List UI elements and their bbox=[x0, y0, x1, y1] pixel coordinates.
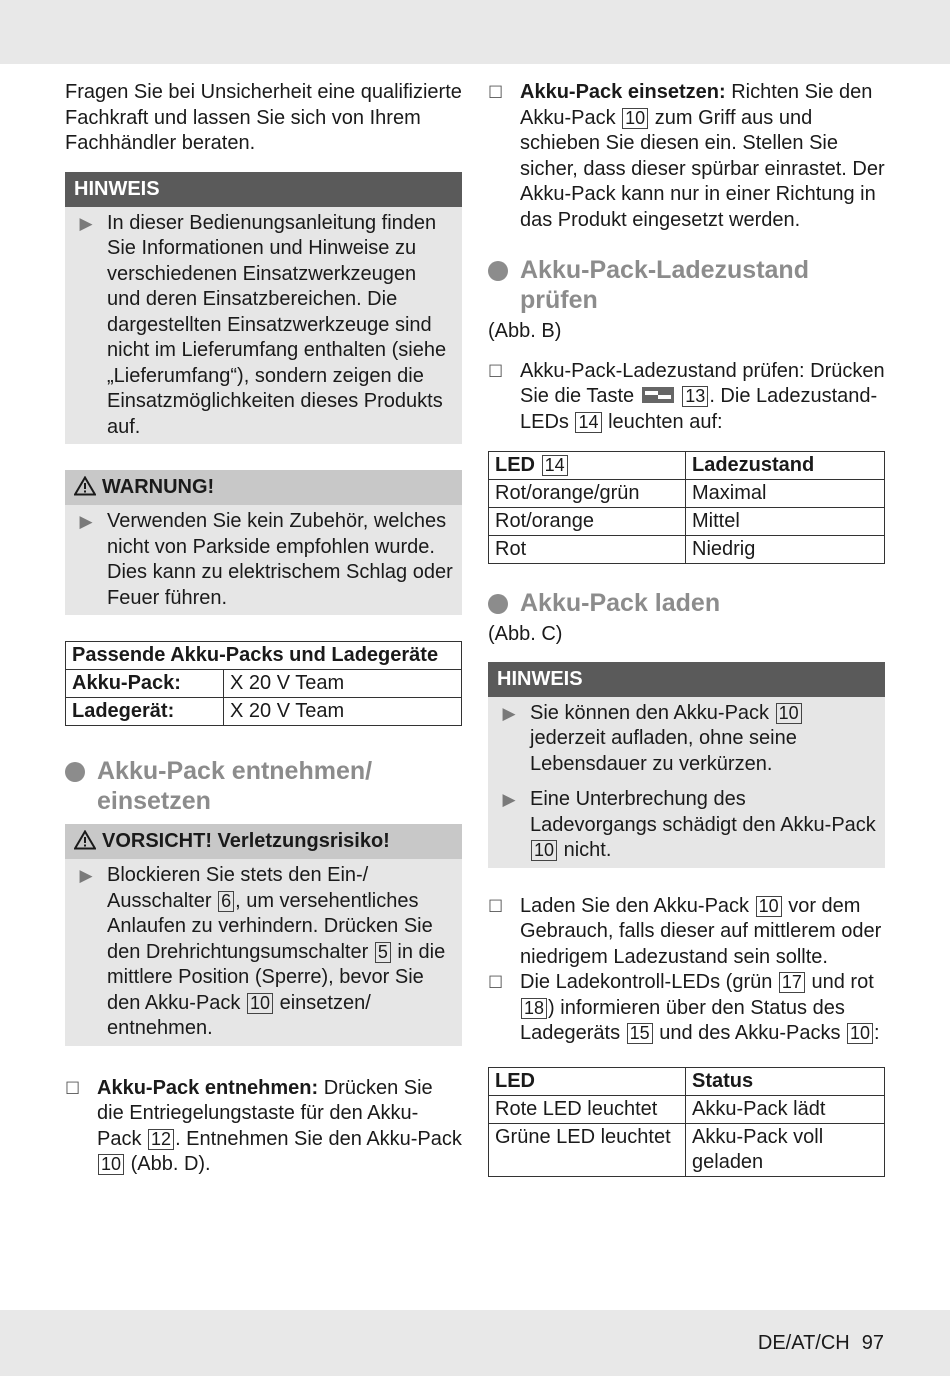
bullet-dot-icon bbox=[65, 762, 85, 782]
table-row bbox=[489, 1067, 885, 1095]
list-item bbox=[488, 359, 885, 436]
part-number: 10 bbox=[776, 703, 802, 724]
part-number: 14 bbox=[575, 412, 601, 433]
table-header-cell: LED bbox=[489, 1067, 686, 1095]
text-run: Blockieren Sie stets den Ein-/ Ausschalter bbox=[107, 864, 369, 912]
text-run: ) informieren über den Status des Ladegeräts bbox=[520, 996, 845, 1044]
part-number: 18 bbox=[521, 998, 547, 1019]
checkbox-bullet-icon: ☐ bbox=[488, 896, 504, 916]
part-number: 10 bbox=[847, 1023, 873, 1044]
part-number: 10 bbox=[531, 840, 557, 861]
triangle-bullet-icon: ▶ bbox=[79, 213, 93, 233]
text-run: Laden Sie den Akku-Pack bbox=[520, 894, 750, 917]
hinweis-text: In dieser Bedienungsanleitung finden Sie Informationen und Hinweise zu verschiedenen Einsatzwerkzeugen und deren Einsatzbereichen. Die dargestellten Einsatzwerkzeuge sind nicht im Lieferumfang enthalten (siehe „Lieferumfang“), sondern zeigen die Einsatzmöglichkeiten dieses Produkts auf. bbox=[107, 211, 447, 438]
checkbox-bullet-icon: ☐ bbox=[488, 973, 504, 992]
text-run: Richten Sie den Akku-Pack bbox=[520, 81, 873, 129]
table-header-cell bbox=[489, 452, 686, 480]
list-item bbox=[65, 211, 454, 441]
text-run: : bbox=[874, 1022, 880, 1044]
figure-reference: (Abb. C) bbox=[488, 623, 563, 645]
warnung-title: WARNUNG! bbox=[102, 476, 215, 498]
text-run: Akku-Pack-Ladezustand prüfen: Drücken Sie die Taste bbox=[520, 359, 885, 407]
akku-table bbox=[65, 641, 462, 726]
page-number: 97 bbox=[861, 1332, 884, 1354]
section-heading-laden bbox=[488, 588, 885, 618]
table-cell: Niedrig bbox=[686, 536, 885, 564]
table-cell: X 20 V Team bbox=[224, 698, 462, 726]
text-run: Die Ladekontroll-LEDs (grün bbox=[520, 971, 773, 993]
table-cell: Ladegerät: bbox=[66, 698, 224, 726]
triangle-bullet-icon: ▶ bbox=[502, 790, 516, 809]
status-table bbox=[488, 1067, 885, 1177]
part-number: 15 bbox=[627, 1023, 653, 1044]
left-column bbox=[65, 80, 462, 1178]
section-title: Akku-Pack-Ladezustand prüfen bbox=[520, 256, 809, 314]
text-run: Drücken Sie die Entriegelungstaste für den Akku-Pack bbox=[97, 1076, 433, 1150]
bullet-dot-icon bbox=[488, 594, 508, 614]
text-run: und des Akku-Packs bbox=[659, 1022, 841, 1044]
warning-triangle-icon bbox=[74, 476, 96, 496]
part-number: 10 bbox=[622, 108, 648, 129]
text-run: LED bbox=[495, 454, 535, 476]
checkbox-bullet-icon: ☐ bbox=[65, 1078, 81, 1098]
table-header-cell: Ladezustand bbox=[686, 452, 885, 480]
list-item bbox=[65, 509, 454, 611]
text-run: . Entnehmen Sie den Akku-Pack bbox=[175, 1127, 462, 1150]
text-run: , um versehentliches Anlaufen zu verhindern. Drücken Sie den Drehrichtungsumschalter bbox=[107, 889, 433, 963]
vorsicht-title: VORSICHT! Verletzungsrisiko! bbox=[102, 830, 390, 852]
section-title: Akku-Pack entnehmen/ einsetzen bbox=[97, 757, 373, 815]
ladezustand-text bbox=[520, 359, 885, 436]
table-cell: Mittel bbox=[686, 508, 885, 536]
section-heading-ladezustand bbox=[488, 255, 885, 315]
text-run: Akku-Pack entnehmen: bbox=[97, 1076, 319, 1099]
right-column bbox=[488, 80, 885, 1207]
table-row bbox=[489, 536, 885, 564]
region-label: DE/AT/CH bbox=[757, 1332, 850, 1354]
table-row bbox=[66, 642, 462, 670]
part-number: 13 bbox=[682, 386, 708, 407]
list-item bbox=[65, 1076, 462, 1178]
table-cell: Rote LED leuchtet bbox=[489, 1095, 686, 1123]
table-cell: Maximal bbox=[686, 480, 885, 508]
table-cell: Rot bbox=[489, 536, 686, 564]
top-band bbox=[0, 0, 950, 64]
table-header-cell: Status bbox=[686, 1067, 885, 1095]
akku-table-header: Passende Akku-Packs und Ladegeräte bbox=[66, 642, 462, 670]
figure-reference: (Abb. B) bbox=[488, 320, 562, 342]
text-run: vor dem Gebrauch, falls dieser auf mittlerem oder niedrigem Ladezustand sein sollte. bbox=[520, 894, 882, 968]
table-cell: Grüne LED leuchtet bbox=[489, 1123, 686, 1176]
hinweis-body bbox=[65, 207, 462, 445]
table-cell: X 20 V Team bbox=[224, 670, 462, 698]
warnung-header bbox=[65, 470, 462, 505]
section-heading-entnehmen bbox=[65, 756, 462, 816]
text-run: zum Griff aus und schieben Sie diesen ein. Stellen Sie sicher, dass dieser spürbar einrastet. Der Akku-Pack kann nur in einer Richtung in das Produkt eingesetzt werden. bbox=[520, 106, 885, 231]
hinweis-box bbox=[65, 172, 462, 445]
hinweis-body bbox=[488, 697, 885, 868]
text-run: Akku-Pack einsetzen: bbox=[520, 81, 726, 103]
checkbox-bullet-icon: ☐ bbox=[488, 83, 504, 102]
text-run: Sie können den Akku-Pack bbox=[530, 701, 770, 724]
entnehmen-text bbox=[97, 1076, 462, 1178]
list-item bbox=[65, 863, 454, 1042]
text-run: (Abb. D). bbox=[130, 1153, 211, 1175]
warning-triangle-icon bbox=[74, 830, 96, 850]
checkbox-bullet-icon: ☐ bbox=[488, 361, 504, 381]
section-title: Akku-Pack laden bbox=[520, 589, 721, 617]
table-cell: Akku-Pack: bbox=[66, 670, 224, 698]
table-cell: Akku-Pack lädt bbox=[686, 1095, 885, 1123]
vorsicht-text bbox=[107, 863, 454, 1042]
hinweis-text bbox=[530, 787, 877, 864]
triangle-bullet-icon: ▶ bbox=[79, 866, 93, 885]
hinweis-text bbox=[530, 701, 877, 778]
triangle-bullet-icon: ▶ bbox=[79, 512, 93, 531]
vorsicht-header bbox=[65, 824, 462, 859]
laden-text bbox=[520, 894, 885, 971]
part-number: 6 bbox=[218, 891, 234, 912]
list-item bbox=[488, 894, 885, 971]
table-row bbox=[489, 480, 885, 508]
vorsicht-box bbox=[65, 824, 462, 1046]
part-number: 10 bbox=[98, 1154, 124, 1175]
text-run: leuchten auf: bbox=[608, 410, 723, 433]
intro-paragraph: Fragen Sie bei Unsicherheit eine qualifizierte Fachkraft und lassen Sie sich von Ihrem Fachhändler beraten. bbox=[65, 81, 462, 154]
table-cell: Akku-Pack voll geladen bbox=[686, 1123, 885, 1176]
einsetzen-text bbox=[520, 80, 885, 233]
part-number: 12 bbox=[148, 1129, 174, 1150]
bullet-dot-icon bbox=[488, 261, 508, 281]
text-run: nicht. bbox=[563, 839, 612, 861]
part-number: 10 bbox=[247, 993, 273, 1014]
part-number: 5 bbox=[375, 942, 391, 963]
table-row bbox=[66, 670, 462, 698]
table-cell: Rot/orange bbox=[489, 508, 686, 536]
hinweis-title: HINWEIS bbox=[65, 172, 462, 207]
page-footer bbox=[758, 1331, 884, 1357]
part-number: 10 bbox=[756, 896, 782, 917]
list-item bbox=[488, 787, 877, 864]
hinweis-box-2 bbox=[488, 662, 885, 868]
list-item bbox=[488, 970, 885, 1047]
text-run: und rot bbox=[811, 971, 874, 993]
table-row bbox=[489, 1123, 885, 1176]
part-number: 17 bbox=[779, 972, 805, 993]
table-row bbox=[489, 452, 885, 480]
list-item bbox=[488, 701, 877, 778]
warnung-text: Verwenden Sie kein Zubehör, welches nicht von Parkside empfohlen wurde. Dies kann zu elektrischem Schlag oder Feuer führen. bbox=[107, 510, 453, 609]
warnung-body bbox=[65, 505, 462, 615]
text-run: . Die Ladezustand-LEDs bbox=[520, 385, 878, 433]
part-number: 14 bbox=[542, 455, 568, 476]
text-run: einsetzen/ entnehmen. bbox=[107, 991, 371, 1039]
text-run: jederzeit aufladen, ohne seine Lebensdauer zu verkürzen. bbox=[530, 727, 797, 775]
hinweis-title: HINWEIS bbox=[488, 662, 885, 697]
triangle-bullet-icon: ▶ bbox=[502, 703, 516, 723]
kontroll-text bbox=[520, 970, 885, 1047]
vorsicht-body bbox=[65, 859, 462, 1046]
text-run: in die mittlere Position (Sperre), bevor Sie den Akku-Pack bbox=[107, 940, 446, 1014]
ladezustand-table bbox=[488, 451, 885, 564]
warnung-box bbox=[65, 470, 462, 615]
table-cell: Rot/orange/grün bbox=[489, 480, 686, 508]
list-item bbox=[488, 80, 885, 233]
battery-key-icon bbox=[642, 387, 674, 403]
table-row bbox=[66, 698, 462, 726]
text-run: Eine Unterbrechung des Ladevorgangs schädigt den Akku-Pack bbox=[530, 788, 876, 836]
table-row bbox=[489, 1095, 885, 1123]
table-row bbox=[489, 508, 885, 536]
